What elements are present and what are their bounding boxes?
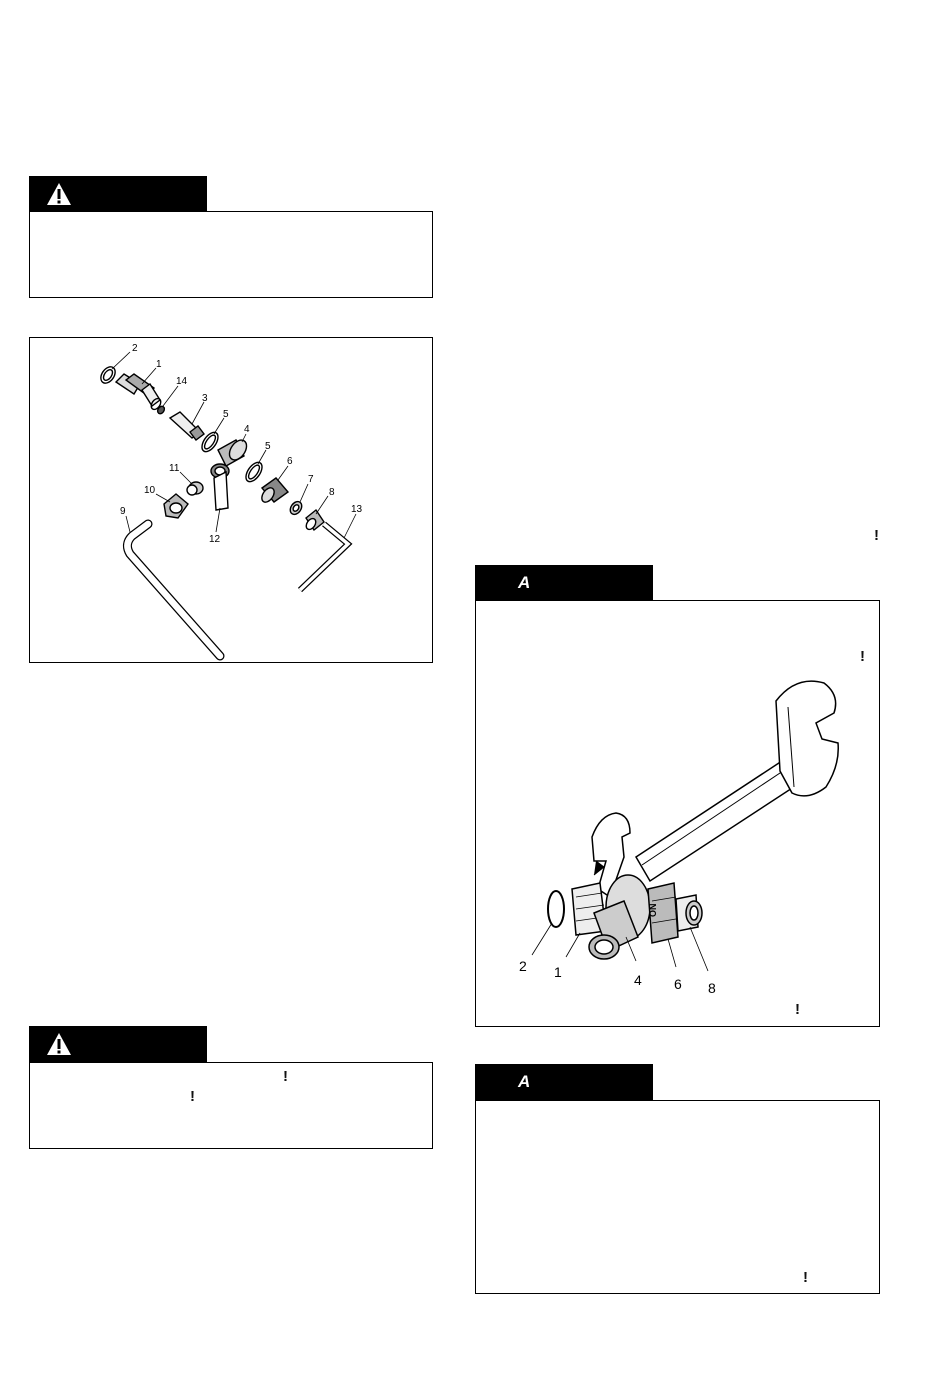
callout-13: 13 [351,504,363,515]
callout-5a: 5 [223,409,229,420]
callout-1: 1 [554,964,562,980]
exclamation-mark: ! [860,648,865,665]
callout-2: 2 [132,343,138,354]
callout-7: 7 [308,474,314,485]
part-13-hex-key [300,524,348,590]
warning-box [29,211,433,298]
callout-6: 6 [287,456,293,467]
caution-box [475,600,880,1027]
part-12-lever [214,472,228,510]
part-6-nut [259,478,288,504]
part-10-nut [164,494,188,518]
caution-header-tab [475,565,653,600]
svg-text:ON: ON [648,903,658,917]
callout-12: 12 [209,534,221,545]
warning-header-tab-2 [29,1026,207,1062]
part-8-ferrule [304,510,324,531]
caution-tab-letter: A [518,1072,531,1091]
exclamation-mark: ! [803,1269,808,1286]
warning-triangle-icon [46,1032,72,1056]
exclamation-mark: ! [795,1001,800,1018]
part-1-union [116,374,163,411]
exploded-parts-figure [29,337,433,663]
callout-8: 8 [329,487,335,498]
callout-9: 9 [120,506,126,517]
callout-14: 14 [176,376,188,387]
exploded-parts-diagram [30,338,432,662]
callout-3: 3 [202,393,208,404]
caution-tab-letter: A [518,572,531,592]
callout-1: 1 [156,359,162,370]
callout-4: 4 [634,972,642,988]
exclamation-mark: ! [874,527,879,544]
exclamation-mark: ! [283,1068,288,1085]
callout-5b: 5 [265,441,271,452]
wrench-valve-illustration [476,661,879,1021]
callout-10: 10 [144,485,156,496]
caution-box-2 [475,1100,880,1294]
callout-11: 11 [169,463,180,474]
callout-8: 8 [708,980,716,996]
part-3-stem [170,412,204,440]
wrench-icon [636,757,806,881]
callout-6: 6 [674,976,682,992]
part-11-fitting [187,482,203,495]
warning-header-tab [29,176,207,211]
caution-header-tab-2 [475,1064,653,1100]
part-2-oring [98,364,118,386]
warning-box-2 [29,1062,433,1149]
exclamation-mark: ! [190,1088,195,1105]
warning-triangle-icon [46,182,72,206]
callout-4: 4 [244,424,250,435]
callout-2: 2 [519,958,527,974]
